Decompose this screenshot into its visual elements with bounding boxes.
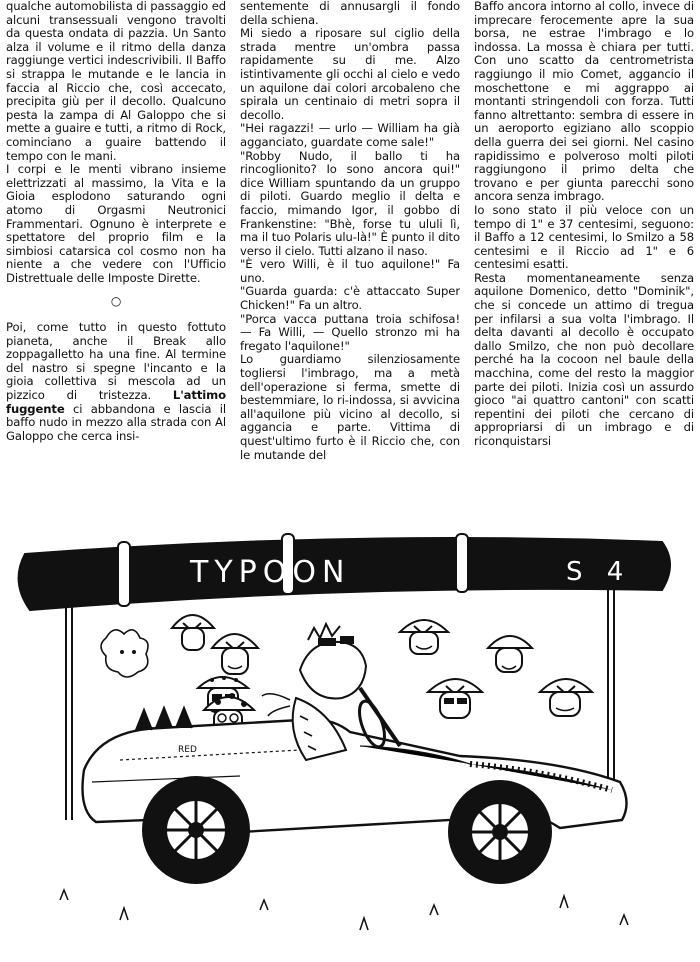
mushroom-face <box>488 636 532 672</box>
mushroom-face <box>212 634 258 674</box>
car-wheel <box>448 780 552 884</box>
car-wheel <box>142 776 250 884</box>
paragraph: Baffo ancora intorno al collo, invece di imprecare ferocemente apre la sua borsa, ne estrae l'imbrago e lo indossa. La mossa è chiara per tutti. Con uno scatto da centrometrista raggiungo il mio Comet, aggancio il moschettone e mi aggrappo ai montanti stringendoli con forza. Tutti fanno altrettanto: sembra di essere in un aeroporto egiziano allo scoppio della guerra dei sei giorni. Nel casino rapidissimo e polveroso molti piloti raggiungono il primo delta che trovano e per giunta parecchi sono ancora senza imbrago. <box>474 0 694 204</box>
paragraph: Lo guardiamo silenziosamente togliersi l'imbrago, ma a metà dell'operazione si ferma, smette di bestemmiare, lo ri-indossa, si avvicina all'aquilone più vicino al decollo, si aggancia e parte. Vittima di quest'ultimo furto è il Riccio che, con le mutande del <box>240 352 460 462</box>
cartoon-illustration <box>0 520 700 958</box>
article-columns <box>6 0 694 518</box>
paragraph-text: ci abbandona e lascia il baffo nudo in mezzo alla strada con Al Galoppo che cerca insi- <box>6 401 226 443</box>
paragraph: "Guarda guarda: c'è attaccato Super Chicken!" Fa un altro. <box>240 284 460 313</box>
bold-phrase: L'attimo fuggente <box>6 388 226 416</box>
paragraph: I corpi e le menti vibrano insieme elettrizzati al massimo, la Vita e la Gioia esplodono saturando ogni atomo di Orgasmi Neutronici Frammentari. Ognuno è interprete e spettatore del proprio film e la simbiosi catarsica col cosmo non ha niente a che vedere con l'Ufficio Distrettuale delle Imposte Dirette. <box>6 162 226 285</box>
mushroom-face <box>540 679 592 716</box>
canopy-title: TYPOON <box>190 555 351 590</box>
cartoon-car-drawing <box>0 520 700 958</box>
canopy-number: S 4 <box>566 557 632 587</box>
paragraph-text: Poi, come tutto in questo fottuto pianeta, anche il Break allo zoppagalletto ha una fine. Al termine del nastro si spegne l'incanto e la gioia collettiva si mescola ad un pizzico di tristezza. <box>6 320 226 403</box>
grass-strokes <box>60 890 628 930</box>
paragraph: qualche automobilista di passaggio ed alcuni transessuali vengono travolti da questa ondata di pazzia. Un Santo alza il volume e il ritmo della danza raggiunge vertici indescrivibili. Il Baffo si strappa le mutande e le lancia in faccia al Riccio che, così accecato, precipita giù per il decollo. Qualcuno pesta la zampa di Al Galoppo che si mette a guaire e tutti, a ritmo di Rock, cominciano a guaire battendo il tempo con le mani. <box>6 0 226 163</box>
paragraph: Io sono stato il più veloce con un tempo di 1" e 37 centesimi, seguono: il Baffo a 12 centesimi, lo Smilzo a 58 centesimi e il Riccio ad 1" e 6 centesimi esatti. <box>474 202 694 272</box>
paragraph: "Porca vacca puttana troia schifosa! — Fa Willi, — Quello stronzo mi ha fregato l'aquilone!" <box>240 311 460 353</box>
paragraph <box>6 321 226 443</box>
canopy-strap <box>118 542 130 606</box>
paragraph: sentemente di annusargli il fondo della schiena. <box>240 0 460 27</box>
canopy-banner <box>19 534 670 610</box>
paragraph: "Robby Nudo, il ballo ti ha rincoglionito? Io sono ancora qui!" dice William spuntando da un gruppo di piloti. Guardo meglio il delta e faccio, mimando Igor, il gobbo di Frankenstine: "Bhè, forse tu ululi lì, ma il tuo Polaris ulu-là!" È punto il dito verso il cielo. Tutti alzano il naso. <box>240 148 460 258</box>
curly-hair-face <box>101 630 148 677</box>
paragraph: Mi siedo a riposare sul ciglio della strada mentre un'ombra passa rapidamente su di me. Alzo istintivamente gli occhi al cielo e vedo un aquilone dai colori arcobaleno che spirala un centinaio di metri sopra il decollo. <box>240 26 460 122</box>
canopy-strap <box>456 534 468 592</box>
mushroom-face <box>172 615 214 650</box>
section-separator: ○ <box>110 294 122 309</box>
mushroom-face <box>400 620 448 654</box>
car-badge: RED <box>178 745 197 755</box>
text-column-3 <box>474 0 694 518</box>
paragraph: "È vero Willi, è il tuo aquilone!" Fa uno. <box>240 257 460 285</box>
text-column-1 <box>6 0 226 518</box>
mushroom-face <box>428 679 482 718</box>
text-column-2 <box>240 0 460 518</box>
paragraph: "Hei ragazzi! — urlo — William ha già agganciato, guardate come sale!" <box>240 121 460 149</box>
paragraph: Resta momentaneamente senza aquilone Domenico, detto "Dominik", che si concede un attimo di tregua per infilarsi a sua volta l'imbrago. Il delta davanti al decollo è occupato dallo Smilzo, che non può decollare perché ha la cocoon nel baule della macchina, come del resto la maggior parte dei piloti. Inizia così un assurdo gioco "ai quattro cantoni" con scatti repentini dei piloti che cercano di appropriarsi di un imbrago e di riconquistarsi <box>474 270 694 448</box>
